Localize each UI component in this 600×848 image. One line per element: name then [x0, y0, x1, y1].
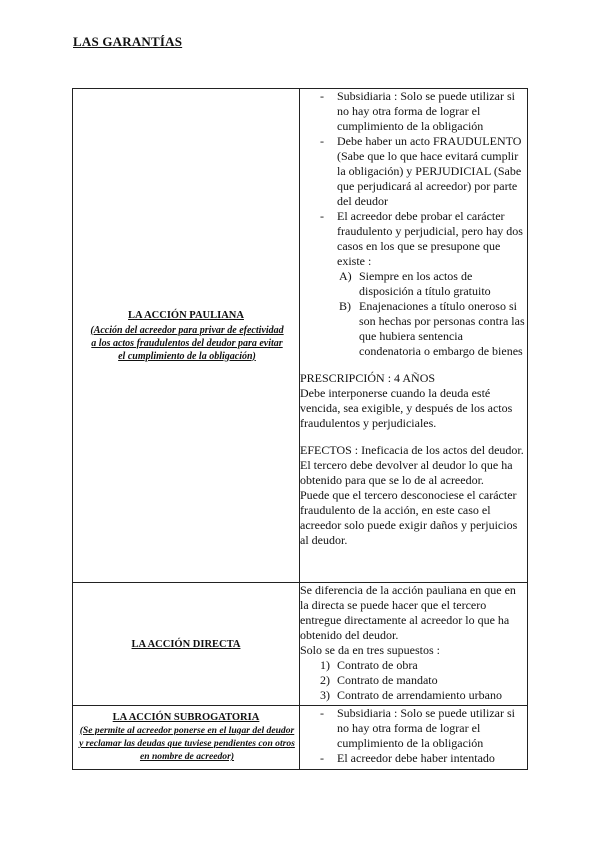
table-row: [73, 583, 528, 706]
list-item: B) Enajenaciones a título oneroso si son hechas por personas contra las que hubiera sentencia condenatoria o embargo de bienes: [339, 299, 525, 358]
subrogatoria-bullet-list: [300, 706, 527, 766]
pauliana-content-cell: [300, 89, 528, 583]
list-item: 2) Contrato de mandato: [320, 673, 438, 687]
directa-heading-cell: [73, 583, 300, 706]
pauliana-heading: LA ACCIÓN PAULIANA: [128, 309, 244, 321]
dash-marker: -: [320, 706, 324, 720]
pauliana-subtitle: (Acción del acreedor para privar de efectividad a los actos fraudulentos del deudor para evitar el cumplimiento de la obligación): [90, 324, 284, 362]
subrogatoria-heading: LA ACCIÓN SUBROGATORIA: [112, 712, 260, 723]
directa-intro: Se diferencia de la acción pauliana en que en la directa se puede hacer que el tercero entregue directamente al acreedor lo que ha obtenido del deudor.: [300, 583, 516, 642]
pauliana-presumption-list: [300, 269, 527, 359]
directa-cases-list: [300, 658, 527, 703]
page-title: LAS GARANTÍAS: [73, 34, 183, 49]
directa-intro-2: Solo se da en tres supuestos :: [300, 643, 440, 657]
prescripcion-text: Debe interponerse cuando la deuda esté vencida, sea exigible, y después de los actos fraudulentos y perjudiciales.: [300, 386, 513, 430]
dash-marker: -: [320, 751, 324, 765]
directa-heading: LA ACCIÓN DIRECTA: [131, 638, 241, 650]
list-item: - Subsidiaria : Solo se puede utilizar si no hay otra forma de lograr el cumplimiento de la obligación: [320, 706, 515, 750]
table-row: [73, 706, 528, 770]
list-item: - El acreedor debe haber intentado: [320, 751, 495, 765]
pauliana-bullet-list: [300, 89, 527, 269]
dash-marker: -: [320, 134, 324, 148]
subrogatoria-content-cell: [300, 706, 528, 770]
dash-marker: -: [320, 209, 324, 223]
list-item: - Subsidiaria : Solo se puede utilizar si no hay otra forma de lograr el cumplimiento de la obligación: [320, 89, 515, 133]
dash-marker: -: [320, 89, 324, 103]
prescripcion-label: PRESCRIPCIÓN : 4 AÑOS: [300, 371, 436, 385]
guarantees-table: [72, 88, 528, 770]
subrogatoria-heading-cell: [73, 706, 300, 770]
efectos-text: EFECTOS : Ineficacia de los actos del deudor. El tercero debe devolver al deudor lo que ha obtenido para que se lo de al acreedor.: [300, 443, 524, 487]
table-row: [73, 89, 528, 583]
pauliana-heading-cell: [73, 89, 300, 583]
list-item: - El acreedor debe probar el carácter fraudulento y perjudicial, pero hay dos casos en los que se presupone que existe :: [320, 209, 523, 268]
list-item: A) Siempre en los actos de disposición a título gratuito: [339, 269, 491, 298]
subrogatoria-subtitle: (Se permite al acreedor ponerse en el lugar del deudor y reclamar las deudas que tuviese pendientes con otros en nombre de acreedor): [79, 725, 295, 762]
list-item: 3) Contrato de arrendamiento urbano: [320, 688, 502, 702]
efectos-text-2: Puede que el tercero desconociese el carácter fraudulento de la acción, en este caso el acreedor solo puede exigir daños y perjuicios al deudor.: [300, 488, 518, 547]
list-item: - Debe haber un acto FRAUDULENTO (Sabe que lo que hace evitará cumplir la obligación) y PERJUDICIAL (Sabe que perjudicará al acreedor) por parte del deudor: [320, 134, 522, 208]
directa-content-cell: [300, 583, 528, 706]
list-item: 1) Contrato de obra: [320, 658, 418, 672]
